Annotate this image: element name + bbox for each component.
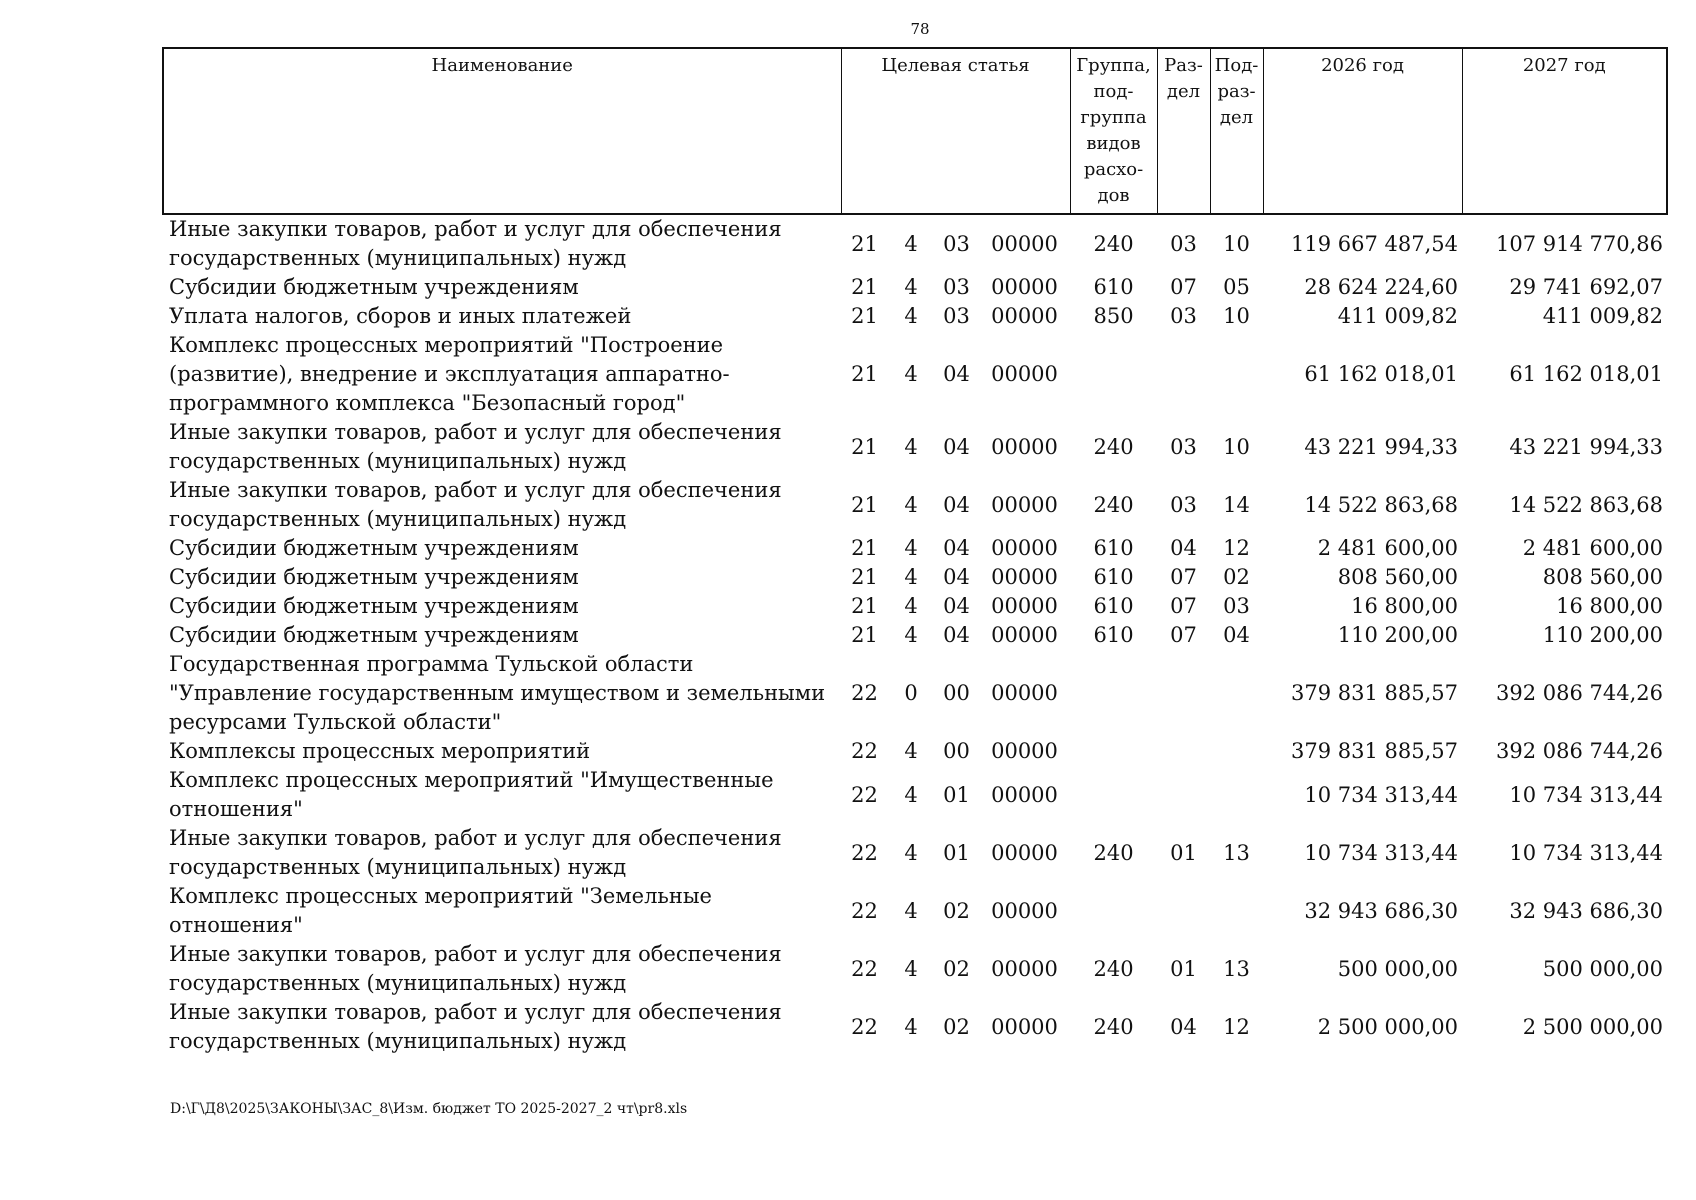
- cell-target-program: 22: [851, 840, 878, 865]
- table-row: [163, 214, 1667, 273]
- cell-amount-2027: 392 086 744,26: [1496, 739, 1664, 763]
- cell-amount-2027: 14 522 863,68: [1509, 492, 1664, 517]
- cell-amount-2027: 10 734 313,44: [1509, 782, 1664, 807]
- cell-target-direction: 00000: [991, 434, 1058, 459]
- cell-section: [1157, 650, 1210, 737]
- cell-target-program: 22: [851, 956, 878, 981]
- cell-subsection: 04: [1223, 623, 1250, 647]
- cell-amount-2027: 808 560,00: [1542, 565, 1664, 589]
- cell-target-complex: 01: [943, 782, 970, 807]
- cell-name: Уплата налогов, сборов и иных платежей: [169, 304, 632, 328]
- cell-target-complex: 03: [943, 231, 970, 256]
- table-header-row: [163, 48, 1667, 214]
- cell-subsection: [1210, 737, 1263, 766]
- cell-amount-2027: 110 200,00: [1542, 623, 1664, 647]
- cell-subsection: 10: [1223, 304, 1250, 328]
- cell-target-complex: 04: [943, 623, 970, 647]
- cell-name: Иные закупки товаров, работ и услуг для обеспечения государственных (муниципальных) нужд: [169, 217, 782, 270]
- cell-subsection: 05: [1223, 275, 1250, 299]
- cell-expense-group: [1070, 882, 1157, 940]
- cell-target-direction: 00000: [991, 739, 1058, 763]
- table-row: [163, 882, 1667, 940]
- cell-target-complex: 04: [943, 594, 970, 618]
- cell-target-type: 4: [904, 956, 918, 981]
- cell-target-complex: 04: [943, 565, 970, 589]
- cell-expense-group: 610: [1093, 536, 1134, 560]
- cell-amount-2026: 2 500 000,00: [1317, 1014, 1459, 1039]
- cell-target-program: 22: [851, 739, 878, 763]
- cell-amount-2026: 43 221 994,33: [1304, 434, 1459, 459]
- cell-section: 07: [1170, 565, 1197, 589]
- cell-name: Субсидии бюджетным учреждениям: [169, 275, 579, 299]
- cell-name: Государственная программа Тульской области "Управление государственным имуществом и земельными ресурсами Тульской области": [169, 652, 826, 734]
- cell-expense-group: [1070, 737, 1157, 766]
- cell-target-direction: 00000: [991, 231, 1058, 256]
- cell-target-program: 21: [851, 594, 878, 618]
- cell-target-type: 4: [904, 434, 918, 459]
- cell-amount-2026: 61 162 018,01: [1304, 362, 1459, 386]
- header-group: Группа, под- группа видов расхо- дов: [1070, 48, 1157, 214]
- table-row: [163, 331, 1667, 418]
- cell-target-direction: 00000: [991, 594, 1058, 618]
- table-row: [163, 824, 1667, 882]
- cell-target-program: 21: [851, 492, 878, 517]
- cell-target-program: 21: [851, 623, 878, 647]
- cell-target-type: 4: [904, 536, 918, 560]
- cell-target-type: 4: [904, 840, 918, 865]
- cell-target-complex: 02: [943, 1014, 970, 1039]
- cell-subsection: 03: [1223, 594, 1250, 618]
- cell-target-complex: 04: [943, 434, 970, 459]
- cell-section: 01: [1170, 840, 1197, 865]
- cell-target-direction: 00000: [991, 536, 1058, 560]
- cell-target-complex: 00: [943, 681, 970, 705]
- cell-section: 03: [1170, 492, 1197, 517]
- cell-amount-2026: 10 734 313,44: [1304, 782, 1459, 807]
- cell-expense-group: 610: [1093, 623, 1134, 647]
- cell-name: Субсидии бюджетным учреждениям: [169, 536, 579, 560]
- cell-target-direction: 00000: [991, 681, 1058, 705]
- cell-name: Комплекс процессных мероприятий "Имущественные отношения": [169, 768, 774, 821]
- cell-target-type: 4: [904, 1014, 918, 1039]
- cell-expense-group: 610: [1093, 594, 1134, 618]
- cell-target-complex: 03: [943, 275, 970, 299]
- cell-section: [1157, 737, 1210, 766]
- table-row: [163, 418, 1667, 476]
- cell-section: [1157, 331, 1210, 418]
- cell-target-type: 4: [904, 623, 918, 647]
- cell-amount-2026: 28 624 224,60: [1304, 275, 1459, 299]
- cell-section: [1157, 766, 1210, 824]
- cell-expense-group: 240: [1093, 840, 1134, 865]
- cell-name: Субсидии бюджетным учреждениям: [169, 594, 579, 618]
- cell-section: 04: [1170, 536, 1197, 560]
- cell-section: 07: [1170, 275, 1197, 299]
- cell-section: [1157, 882, 1210, 940]
- table-row: [163, 766, 1667, 824]
- cell-amount-2027: 29 741 692,07: [1509, 275, 1664, 299]
- cell-amount-2027: 43 221 994,33: [1509, 434, 1664, 459]
- cell-target-complex: 01: [943, 840, 970, 865]
- cell-target-direction: 00000: [991, 956, 1058, 981]
- cell-target-direction: 00000: [991, 362, 1058, 386]
- cell-target-type: 4: [904, 782, 918, 807]
- table-body: [163, 214, 1667, 1056]
- cell-amount-2027: 10 734 313,44: [1509, 840, 1664, 865]
- cell-section: 07: [1170, 623, 1197, 647]
- cell-amount-2026: 110 200,00: [1337, 623, 1459, 647]
- cell-name: Субсидии бюджетным учреждениям: [169, 565, 579, 589]
- table-row: [163, 592, 1667, 621]
- cell-subsection: 10: [1223, 231, 1250, 256]
- cell-amount-2026: 411 009,82: [1337, 304, 1459, 328]
- cell-amount-2026: 379 831 885,57: [1291, 681, 1459, 705]
- table-row: [163, 563, 1667, 592]
- table-row: [163, 476, 1667, 534]
- table-row: [163, 650, 1667, 737]
- cell-section: 03: [1170, 304, 1197, 328]
- cell-target-complex: 02: [943, 898, 970, 923]
- cell-amount-2026: 119 667 487,54: [1291, 231, 1459, 256]
- cell-amount-2027: 61 162 018,01: [1509, 362, 1664, 386]
- cell-subsection: 13: [1223, 956, 1250, 981]
- cell-target-direction: 00000: [991, 782, 1058, 807]
- table-row: [163, 621, 1667, 650]
- header-target-article: Целевая статья: [841, 48, 1070, 214]
- cell-target-complex: 04: [943, 536, 970, 560]
- cell-target-direction: 00000: [991, 565, 1058, 589]
- cell-subsection: 02: [1223, 565, 1250, 589]
- cell-target-program: 21: [851, 536, 878, 560]
- cell-target-direction: 00000: [991, 1014, 1058, 1039]
- table-row: [163, 737, 1667, 766]
- cell-amount-2026: 10 734 313,44: [1304, 840, 1459, 865]
- cell-target-program: 21: [851, 304, 878, 328]
- cell-amount-2026: 500 000,00: [1337, 956, 1459, 981]
- cell-target-type: 4: [904, 231, 918, 256]
- cell-name: Комплекс процессных мероприятий "Земельные отношения": [169, 884, 712, 937]
- cell-target-direction: 00000: [991, 275, 1058, 299]
- cell-subsection: [1210, 882, 1263, 940]
- page-number: 78: [910, 20, 930, 38]
- cell-target-complex: 04: [943, 492, 970, 517]
- header-section: Раз- дел: [1157, 48, 1210, 214]
- cell-amount-2027: 2 500 000,00: [1522, 1014, 1664, 1039]
- cell-amount-2026: 2 481 600,00: [1317, 536, 1459, 560]
- cell-expense-group: [1070, 766, 1157, 824]
- cell-name: Иные закупки товаров, работ и услуг для обеспечения государственных (муниципальных) нужд: [169, 942, 782, 995]
- cell-subsection: 12: [1223, 536, 1250, 560]
- cell-expense-group: 240: [1093, 434, 1134, 459]
- cell-amount-2027: 2 481 600,00: [1522, 536, 1664, 560]
- cell-target-type: 4: [904, 898, 918, 923]
- cell-expense-group: 240: [1093, 1014, 1134, 1039]
- cell-target-direction: 00000: [991, 492, 1058, 517]
- cell-target-program: 21: [851, 565, 878, 589]
- cell-expense-group: 610: [1093, 565, 1134, 589]
- table-row: [163, 302, 1667, 331]
- cell-target-program: 22: [851, 898, 878, 923]
- table-row: [163, 273, 1667, 302]
- cell-target-direction: 00000: [991, 840, 1058, 865]
- cell-amount-2027: 500 000,00: [1542, 956, 1664, 981]
- cell-amount-2027: 32 943 686,30: [1509, 898, 1664, 923]
- cell-amount-2026: 379 831 885,57: [1291, 739, 1459, 763]
- cell-target-type: 4: [904, 362, 918, 386]
- file-path: D:\Г\Д8\2025\ЗАКОНЫ\ЗАС_8\Изм. бюджет ТО 2025-2027_2 чт\pr8.xls: [170, 1101, 688, 1117]
- cell-expense-group: 240: [1093, 956, 1134, 981]
- cell-target-type: 0: [904, 681, 918, 705]
- cell-name: Иные закупки товаров, работ и услуг для обеспечения государственных (муниципальных) нужд: [169, 826, 782, 879]
- cell-amount-2027: 411 009,82: [1542, 304, 1664, 328]
- cell-section: 03: [1170, 231, 1197, 256]
- budget-table: [162, 47, 1668, 1056]
- cell-name: Комплекс процессных мероприятий "Построение (развитие), внедрение и эксплуатация аппаратно-программного комплекса "Безопасный город": [169, 333, 730, 415]
- cell-name: Иные закупки товаров, работ и услуг для обеспечения государственных (муниципальных) нужд: [169, 420, 782, 473]
- table-row: [163, 998, 1667, 1056]
- cell-subsection: [1210, 766, 1263, 824]
- cell-subsection: 10: [1223, 434, 1250, 459]
- cell-target-program: 21: [851, 434, 878, 459]
- cell-subsection: 13: [1223, 840, 1250, 865]
- cell-subsection: [1210, 650, 1263, 737]
- cell-section: 07: [1170, 594, 1197, 618]
- cell-target-type: 4: [904, 304, 918, 328]
- cell-target-direction: 00000: [991, 898, 1058, 923]
- cell-expense-group: 240: [1093, 231, 1134, 256]
- table-row: [163, 534, 1667, 563]
- cell-target-complex: 04: [943, 362, 970, 386]
- header-year-2027: 2027 год: [1462, 48, 1667, 214]
- cell-target-direction: 00000: [991, 304, 1058, 328]
- cell-expense-group: 610: [1093, 275, 1134, 299]
- cell-name: Иные закупки товаров, работ и услуг для обеспечения государственных (муниципальных) нужд: [169, 1000, 782, 1053]
- cell-section: 01: [1170, 956, 1197, 981]
- cell-target-type: 4: [904, 492, 918, 517]
- cell-target-program: 22: [851, 782, 878, 807]
- cell-subsection: 12: [1223, 1014, 1250, 1039]
- cell-name: Комплексы процессных мероприятий: [169, 739, 591, 763]
- cell-expense-group: [1070, 331, 1157, 418]
- cell-expense-group: 240: [1093, 492, 1134, 517]
- cell-section: 03: [1170, 434, 1197, 459]
- cell-amount-2027: 107 914 770,86: [1496, 231, 1664, 256]
- cell-expense-group: 850: [1093, 304, 1134, 328]
- cell-subsection: [1210, 331, 1263, 418]
- header-name: Наименование: [163, 48, 841, 214]
- cell-target-program: 21: [851, 362, 878, 386]
- cell-target-program: 22: [851, 681, 878, 705]
- cell-target-complex: 02: [943, 956, 970, 981]
- header-subsection: Под- раз- дел: [1210, 48, 1263, 214]
- cell-target-complex: 00: [943, 739, 970, 763]
- cell-name: Иные закупки товаров, работ и услуг для обеспечения государственных (муниципальных) нужд: [169, 478, 782, 531]
- cell-target-complex: 03: [943, 304, 970, 328]
- cell-target-type: 4: [904, 275, 918, 299]
- cell-amount-2026: 14 522 863,68: [1304, 492, 1459, 517]
- table-row: [163, 940, 1667, 998]
- cell-target-type: 4: [904, 739, 918, 763]
- cell-amount-2026: 808 560,00: [1337, 565, 1459, 589]
- header-year-2026: 2026 год: [1263, 48, 1462, 214]
- cell-target-program: 21: [851, 231, 878, 256]
- cell-amount-2026: 32 943 686,30: [1304, 898, 1459, 923]
- cell-amount-2027: 392 086 744,26: [1496, 681, 1664, 705]
- cell-target-direction: 00000: [991, 623, 1058, 647]
- cell-target-type: 4: [904, 565, 918, 589]
- cell-section: 04: [1170, 1014, 1197, 1039]
- cell-amount-2026: 16 800,00: [1351, 594, 1459, 618]
- cell-target-program: 22: [851, 1014, 878, 1039]
- cell-target-program: 21: [851, 275, 878, 299]
- cell-subsection: 14: [1223, 492, 1250, 517]
- cell-target-type: 4: [904, 594, 918, 618]
- cell-expense-group: [1070, 650, 1157, 737]
- cell-amount-2027: 16 800,00: [1556, 594, 1664, 618]
- cell-name: Субсидии бюджетным учреждениям: [169, 623, 579, 647]
